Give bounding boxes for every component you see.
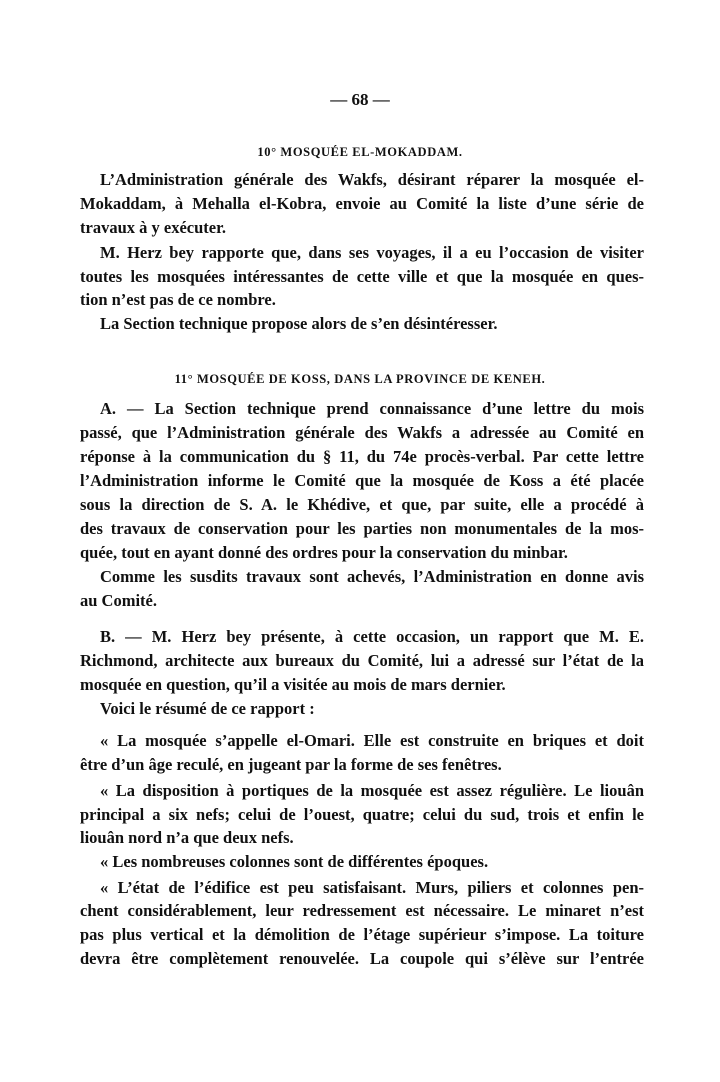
text-line: M. Herz bey rapporte que, dans ses voyages, il a eu l’occasion de visiter [100,243,644,262]
text-line: Richmond, architecte aux bureaux du Comité, lui a adressé sur l’état de la [80,651,644,670]
text-line: Mokaddam, à Mehalla el-Kobra, envoie au Comité la liste d’une série de [80,194,644,213]
text-line: principal a six nefs; celui de l’ouest, quatre; celui du sud, trois et enfin le [80,805,644,824]
text-line: sous la direction de S. A. le Khédive, et que, par suite, elle a procédé à [80,495,644,514]
text-line: tion n’est pas de ce nombre. [80,290,276,309]
text-line: « L’état de l’édifice est peu satisfaisant. Murs, piliers et colonnes pen- [100,878,644,897]
section-heading: 11° MOSQUÉE DE KOSS, DANS LA PROVINCE DE KENEH. [174,372,546,386]
text-line: B. — M. Herz bey présente, à cette occasion, un rapport que M. E. [100,627,644,646]
page-number: — 68 — [330,90,390,109]
text-line: passé, que l’Administration générale des Wakfs a adressée au Comité en [80,423,644,442]
text-line: au Comité. [80,591,157,610]
text-line: « La disposition à portiques de la mosquée est assez régulière. Le liouân [100,781,644,800]
text-line: mosquée en question, qu’il a visitée au mois de mars dernier. [80,675,506,694]
text-line: être d’un âge reculé, en jugeant par la forme de ses fenêtres. [80,755,502,774]
text-line: « Les nombreuses colonnes sont de différentes époques. [100,852,489,871]
text-line: chent considérablement, leur redressement est nécessaire. Le minaret n’est [80,901,644,920]
text-line: devra être complètement renouvelée. La coupole qui s’élève sur l’entrée [80,949,644,968]
text-line: pas plus vertical et la démolition de l’étage supérieur s’impose. La toiture [80,925,644,944]
text-line: liouân nord n’a que deux nefs. [80,828,294,847]
text-line: Voici le résumé de ce rapport : [100,699,315,718]
text-line: « La mosquée s’appelle el-Omari. Elle est construite en briques et doit [100,731,644,750]
text-line: toutes les mosquées intéressantes de cette ville et que la mosquée en ques- [80,267,644,286]
text-line: réponse à la communication du § 11, du 74e procès-verbal. Par cette lettre [80,447,644,466]
text-line: A. — La Section technique prend connaissance d’une lettre du mois [100,399,644,418]
text-line: L’Administration générale des Wakfs, désirant réparer la mosquée el- [100,170,644,189]
text-line: l’Administration informe le Comité que la mosquée de Koss a été placée [80,471,644,490]
text-line: quée, tout en ayant donné des ordres pour la conservation du minbar. [80,543,568,562]
section-heading: 10° MOSQUÉE EL-MOKADDAM. [257,145,463,159]
text-line: Comme les susdits travaux sont achevés, l’Administration en donne avis [100,567,644,586]
text-line: travaux à y exécuter. [80,218,227,237]
text-line: La Section technique propose alors de s’en désintéresser. [100,314,498,333]
text-line: des travaux de conservation pour les parties non monumentales de la mos- [80,519,644,538]
